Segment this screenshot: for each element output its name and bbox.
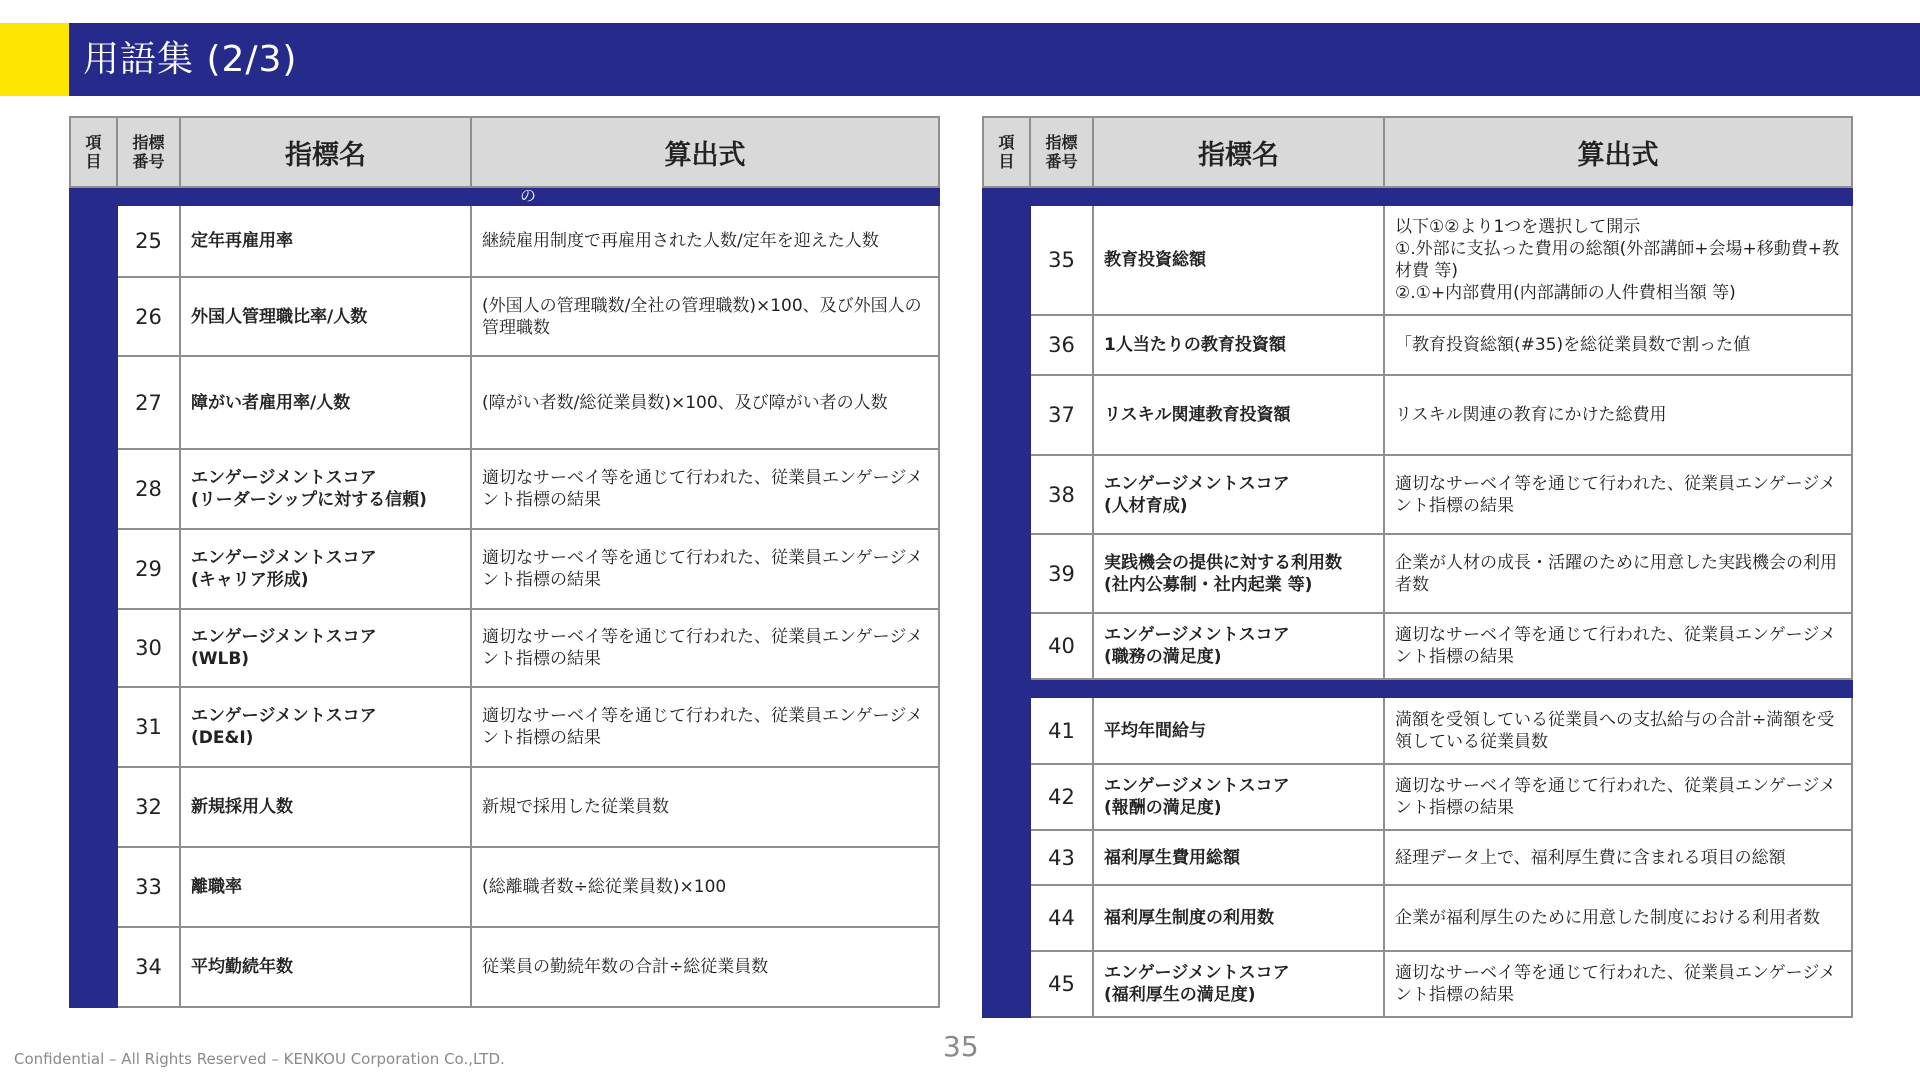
table-row — [70, 277, 939, 356]
table-row — [983, 764, 1852, 830]
table-row — [70, 449, 939, 529]
table-row — [70, 356, 939, 449]
metric-formula: 新規で採用した従業員数 — [471, 767, 939, 847]
metric-number: 45 — [1030, 951, 1093, 1017]
table-row — [983, 613, 1852, 679]
metric-name: 平均勤続年数 — [180, 927, 471, 1007]
table-row — [983, 205, 1852, 315]
column-header-category: 項 目 — [983, 117, 1030, 187]
metric-formula: 以下①②より1つを選択して開示 ①.外部に支払った費用の総額(外部講師+会場+移動費+教材費 等) ②.①+内部費用(内部講師の人件費相当額 等) — [1384, 205, 1852, 315]
metric-number: 31 — [117, 687, 180, 767]
metric-formula: 適切なサーベイ等を通じて行われた、従業員エンゲージメント指標の結果 — [471, 449, 939, 529]
metric-name: 定年再雇用率 — [180, 205, 471, 277]
metric-number: 27 — [117, 356, 180, 449]
table-row — [983, 951, 1852, 1017]
metric-formula: (総離職者数÷総従業員数)×100 — [471, 847, 939, 927]
table-row — [70, 927, 939, 1007]
metric-formula: (障がい者数/総従業員数)×100、及び障がい者の人数 — [471, 356, 939, 449]
metric-formula: 適切なサーベイ等を通じて行われた、従業員エンゲージメント指標の結果 — [471, 529, 939, 609]
metric-name: 福利厚生制度の利用数 — [1093, 885, 1384, 951]
metric-name: 外国人管理職比率/人数 — [180, 277, 471, 356]
metric-name: エンゲージメントスコア (WLB) — [180, 609, 471, 687]
column-header-formula: 算出式 — [471, 117, 939, 187]
metric-name: リスキル関連教育投資額 — [1093, 375, 1384, 455]
metric-number: 38 — [1030, 455, 1093, 534]
metric-name: 平均年間給与 — [1093, 697, 1384, 764]
metric-number: 39 — [1030, 534, 1093, 613]
section-band — [70, 187, 939, 205]
page-number: 35 — [943, 1030, 979, 1063]
metric-number: 33 — [117, 847, 180, 927]
table-row — [983, 885, 1852, 951]
metric-name: 離職率 — [180, 847, 471, 927]
column-header-name: 指標名 — [1093, 117, 1384, 187]
column-header-number: 指標 番号 — [1030, 117, 1093, 187]
section-band-label: の — [117, 187, 939, 205]
metric-formula: 「教育投資総額(#35)を総従業員数で割った値 — [1384, 315, 1852, 375]
metric-number: 25 — [117, 205, 180, 277]
metric-name: エンゲージメントスコア (キャリア形成) — [180, 529, 471, 609]
metric-formula: 経理データ上で、福利厚生費に含まれる項目の総額 — [1384, 830, 1852, 885]
metric-formula: 適切なサーベイ等を通じて行われた、従業員エンゲージメント指標の結果 — [1384, 613, 1852, 679]
section-band — [983, 187, 1852, 205]
metric-formula: 継続雇用制度で再雇用された人数/定年を迎えた人数 — [471, 205, 939, 277]
metric-number: 26 — [117, 277, 180, 356]
table-row — [70, 687, 939, 767]
metric-name: エンゲージメントスコア (福利厚生の満足度) — [1093, 951, 1384, 1017]
confidential-notice: Confidential – All Rights Reserved – KENKOU Corporation Co.,LTD. — [14, 1050, 505, 1068]
glossary-table-left — [69, 116, 940, 1008]
metric-formula: 適切なサーベイ等を通じて行われた、従業員エンゲージメント指標の結果 — [1384, 951, 1852, 1017]
metric-name: 教育投資総額 — [1093, 205, 1384, 315]
metric-number: 29 — [117, 529, 180, 609]
metric-number: 36 — [1030, 315, 1093, 375]
metric-number: 43 — [1030, 830, 1093, 885]
metric-name: 新規採用人数 — [180, 767, 471, 847]
table-header-row — [983, 117, 1852, 187]
metric-number: 40 — [1030, 613, 1093, 679]
column-header-number: 指標 番号 — [117, 117, 180, 187]
table-row — [983, 697, 1852, 764]
metric-formula: 適切なサーベイ等を通じて行われた、従業員エンゲージメント指標の結果 — [1384, 455, 1852, 534]
metric-number: 28 — [117, 449, 180, 529]
section-band — [983, 679, 1852, 697]
metric-number: 44 — [1030, 885, 1093, 951]
metric-formula: (外国人の管理職数/全社の管理職数)×100、及び外国人の管理職数 — [471, 277, 939, 356]
table-row — [70, 609, 939, 687]
metric-name: 実践機会の提供に対する利用数 (社内公募制・社内起業 等) — [1093, 534, 1384, 613]
metric-formula: 適切なサーベイ等を通じて行われた、従業員エンゲージメント指標の結果 — [471, 609, 939, 687]
category-cell — [983, 679, 1030, 1017]
section-band-spacer — [1030, 187, 1852, 205]
column-header-category: 項 目 — [70, 117, 117, 187]
metric-name: エンゲージメントスコア (リーダーシップに対する信頼) — [180, 449, 471, 529]
title-bar — [0, 23, 1920, 96]
metric-formula: 企業が福利厚生のために用意した制度における利用者数 — [1384, 885, 1852, 951]
metric-number: 37 — [1030, 375, 1093, 455]
title-accent-block — [0, 23, 69, 96]
category-cell — [983, 187, 1030, 679]
metric-formula: リスキル関連の教育にかけた総費用 — [1384, 375, 1852, 455]
table-row — [983, 534, 1852, 613]
metric-formula: 従業員の勤続年数の合計÷総従業員数 — [471, 927, 939, 1007]
metric-name: エンゲージメントスコア (DE&I) — [180, 687, 471, 767]
metric-number: 30 — [117, 609, 180, 687]
table-header-row — [70, 117, 939, 187]
metric-number: 35 — [1030, 205, 1093, 315]
glossary-table-right — [982, 116, 1853, 1018]
metric-name: エンゲージメントスコア (報酬の満足度) — [1093, 764, 1384, 830]
metric-name: 1人当たりの教育投資額 — [1093, 315, 1384, 375]
column-header-formula: 算出式 — [1384, 117, 1852, 187]
metric-formula: 適切なサーベイ等を通じて行われた、従業員エンゲージメント指標の結果 — [1384, 764, 1852, 830]
table-row — [70, 847, 939, 927]
metric-number: 34 — [117, 927, 180, 1007]
column-header-name: 指標名 — [180, 117, 471, 187]
table-row — [70, 529, 939, 609]
metric-number: 41 — [1030, 697, 1093, 764]
table-row — [983, 455, 1852, 534]
metric-name: 福利厚生費用総額 — [1093, 830, 1384, 885]
metric-formula: 適切なサーベイ等を通じて行われた、従業員エンゲージメント指標の結果 — [471, 687, 939, 767]
metric-number: 32 — [117, 767, 180, 847]
metric-name: 障がい者雇用率/人数 — [180, 356, 471, 449]
page-title: 用語集 (2/3) — [83, 39, 298, 80]
table-row — [70, 205, 939, 277]
metric-name: エンゲージメントスコア (職務の満足度) — [1093, 613, 1384, 679]
section-band-spacer — [1030, 679, 1852, 697]
metric-formula: 満額を受領している従業員への支払給与の合計÷満額を受領している従業員数 — [1384, 697, 1852, 764]
category-cell — [70, 187, 117, 1007]
table-row — [70, 767, 939, 847]
metric-formula: 企業が人材の成長・活躍のために用意した実践機会の利用者数 — [1384, 534, 1852, 613]
table-row — [983, 830, 1852, 885]
metric-number: 42 — [1030, 764, 1093, 830]
metric-name: エンゲージメントスコア (人材育成) — [1093, 455, 1384, 534]
table-row — [983, 315, 1852, 375]
table-row — [983, 375, 1852, 455]
